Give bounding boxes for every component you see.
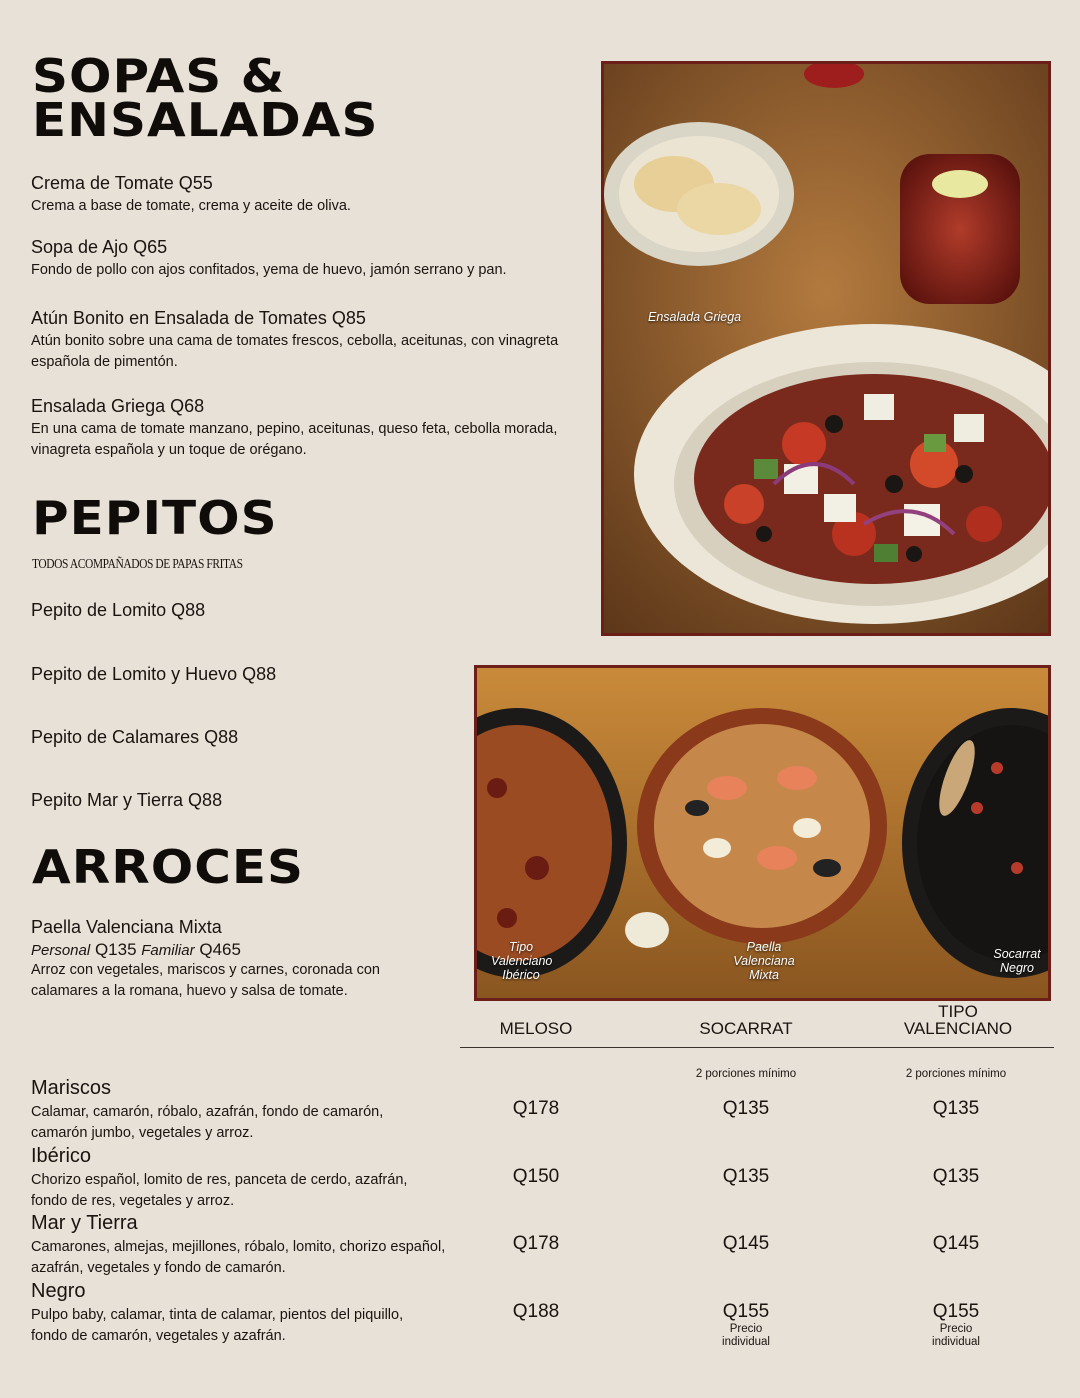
sopas-item-1 bbox=[31, 173, 351, 217]
price-meloso: Q150 bbox=[512, 1166, 560, 1187]
arroz-row-negro bbox=[31, 1280, 403, 1347]
item-desc: española de pimentón. bbox=[31, 354, 178, 370]
photo-paellas bbox=[474, 665, 1051, 1001]
paella-name: Paella Valenciana Mixta bbox=[31, 917, 222, 937]
photo-ensalada-griega bbox=[601, 61, 1051, 636]
paella-prices bbox=[31, 940, 380, 960]
note-line: individual bbox=[932, 1336, 980, 1348]
price-meloso: Q188 bbox=[512, 1301, 560, 1322]
section-title-arroces: ARROCES bbox=[32, 840, 305, 894]
title-line: ENSALADAS bbox=[32, 93, 379, 147]
arroz-row-mariscos bbox=[31, 1077, 383, 1144]
familiar-label: Familiar bbox=[141, 942, 195, 959]
item-name: Atún Bonito en Ensalada de Tomates Q85 bbox=[31, 308, 366, 328]
caption-paella-valenciana-mixta bbox=[729, 940, 799, 982]
col-tipo-line: VALENCIANO bbox=[903, 1019, 1013, 1038]
pepito-item: Pepito de Calamares Q88 bbox=[31, 727, 239, 747]
sopas-item-2 bbox=[31, 237, 507, 281]
pepito-item: Pepito Mar y Tierra Q88 bbox=[31, 790, 223, 810]
sopas-item-4 bbox=[31, 396, 557, 461]
price-tipo: Q135 bbox=[932, 1166, 980, 1187]
paella-item bbox=[31, 917, 380, 1002]
price-meloso: Q178 bbox=[512, 1233, 560, 1254]
row-desc: fondo de camarón, vegetales y azafrán. bbox=[31, 1328, 286, 1344]
item-name: Sopa de Ajo Q65 bbox=[31, 237, 168, 257]
personal-price: Q135 bbox=[94, 940, 137, 959]
item-desc: Fondo de pollo con ajos confitados, yema de huevo, jamón serrano y pan. bbox=[31, 262, 507, 278]
row-name: Mar y Tierra bbox=[31, 1212, 138, 1234]
personal-label: Personal bbox=[31, 942, 91, 959]
caption-tipo-valenciano-iberico bbox=[491, 940, 551, 982]
item-desc: Atún bonito sobre una cama de tomates frescos, cebolla, aceitunas, con vinagreta bbox=[31, 333, 559, 349]
caption-ensalada-griega: Ensalada Griega bbox=[648, 310, 742, 324]
caption-line: Valenciano bbox=[491, 954, 553, 968]
col-tipo-valenciano bbox=[888, 1003, 1028, 1037]
row-desc: azafrán, vegetales y fondo de camarón. bbox=[31, 1260, 286, 1276]
row-desc: Pulpo baby, calamar, tinta de calamar, pientos del piquillo, bbox=[31, 1307, 404, 1323]
min-note-socarrat: 2 porciones mínimo bbox=[695, 1068, 797, 1080]
price-socarrat: Q155 bbox=[722, 1301, 770, 1322]
paella-desc: calamares a la romana, huevo y salsa de tomate. bbox=[31, 983, 348, 999]
note-line: Precio bbox=[729, 1323, 763, 1335]
col-meloso: MELOSO bbox=[499, 1019, 573, 1038]
arroz-row-iberico bbox=[31, 1145, 407, 1212]
price-socarrat: Q135 bbox=[722, 1098, 770, 1119]
item-name: Crema de Tomate Q55 bbox=[31, 173, 213, 193]
precio-individual-tipo bbox=[886, 1323, 1026, 1349]
min-note-tipo: 2 porciones mínimo bbox=[905, 1068, 1007, 1080]
caption-line: Paella bbox=[746, 940, 782, 954]
header-divider bbox=[460, 1047, 1054, 1048]
pepitos-subtitle: TODOS ACOMPAÑADOS DE PAPAS FRITAS bbox=[32, 557, 243, 572]
caption-socarrat-negro bbox=[987, 947, 1047, 975]
price-socarrat: Q145 bbox=[722, 1233, 770, 1254]
arroz-row-mar-y-tierra bbox=[31, 1212, 445, 1279]
item-name: Ensalada Griega Q68 bbox=[31, 396, 205, 416]
paella-desc: Arroz con vegetales, mariscos y carnes, coronada con bbox=[31, 962, 380, 978]
caption-line: Negro bbox=[999, 961, 1035, 975]
familiar-price: Q465 bbox=[199, 940, 241, 959]
row-name: Negro bbox=[31, 1280, 86, 1302]
caption-line: Mixta bbox=[749, 968, 779, 982]
col-tipo-line: TIPO bbox=[938, 1002, 978, 1021]
caption-line: Valenciana bbox=[733, 954, 795, 968]
sopas-item-3 bbox=[31, 308, 558, 373]
item-desc: En una cama de tomate manzano, pepino, aceitunas, queso feta, cebolla morada, bbox=[31, 421, 558, 437]
caption-line: Ibérico bbox=[502, 968, 540, 982]
row-name: Ibérico bbox=[31, 1145, 92, 1167]
section-title-pepitos: PEPITOS bbox=[32, 491, 278, 545]
price-tipo: Q155 bbox=[932, 1301, 980, 1322]
col-socarrat: SOCARRAT bbox=[699, 1019, 793, 1038]
note-line: individual bbox=[722, 1336, 770, 1348]
price-socarrat: Q135 bbox=[722, 1166, 770, 1187]
caption-line: Socarrat bbox=[993, 947, 1041, 961]
precio-individual-socarrat bbox=[676, 1323, 816, 1349]
title-line: SOPAS & bbox=[32, 49, 286, 103]
price-tipo: Q145 bbox=[932, 1233, 980, 1254]
row-desc: Calamar, camarón, róbalo, azafrán, fondo de camarón, bbox=[31, 1104, 384, 1120]
row-desc: camarón jumbo, vegetales y arroz. bbox=[31, 1125, 254, 1141]
salad-illustration bbox=[604, 64, 1048, 633]
row-desc: Chorizo español, lomito de res, panceta de cerdo, azafrán, bbox=[31, 1172, 408, 1188]
item-desc: vinagreta española y un toque de orégano. bbox=[31, 442, 307, 458]
pepito-item: Pepito de Lomito y Huevo Q88 bbox=[31, 664, 277, 684]
item-desc: Crema a base de tomate, crema y aceite de oliva. bbox=[31, 198, 351, 214]
note-line: Precio bbox=[939, 1323, 973, 1335]
row-desc: Camarones, almejas, mejillones, róbalo, lomito, chorizo español, bbox=[31, 1239, 446, 1255]
price-tipo: Q135 bbox=[932, 1098, 980, 1119]
section-title-sopas bbox=[32, 49, 379, 147]
pepito-item: Pepito de Lomito Q88 bbox=[31, 600, 206, 620]
caption-line: Tipo bbox=[508, 940, 534, 954]
price-meloso: Q178 bbox=[512, 1098, 560, 1119]
row-name: Mariscos bbox=[31, 1077, 112, 1099]
row-desc: fondo de res, vegetales y arroz. bbox=[31, 1193, 235, 1209]
